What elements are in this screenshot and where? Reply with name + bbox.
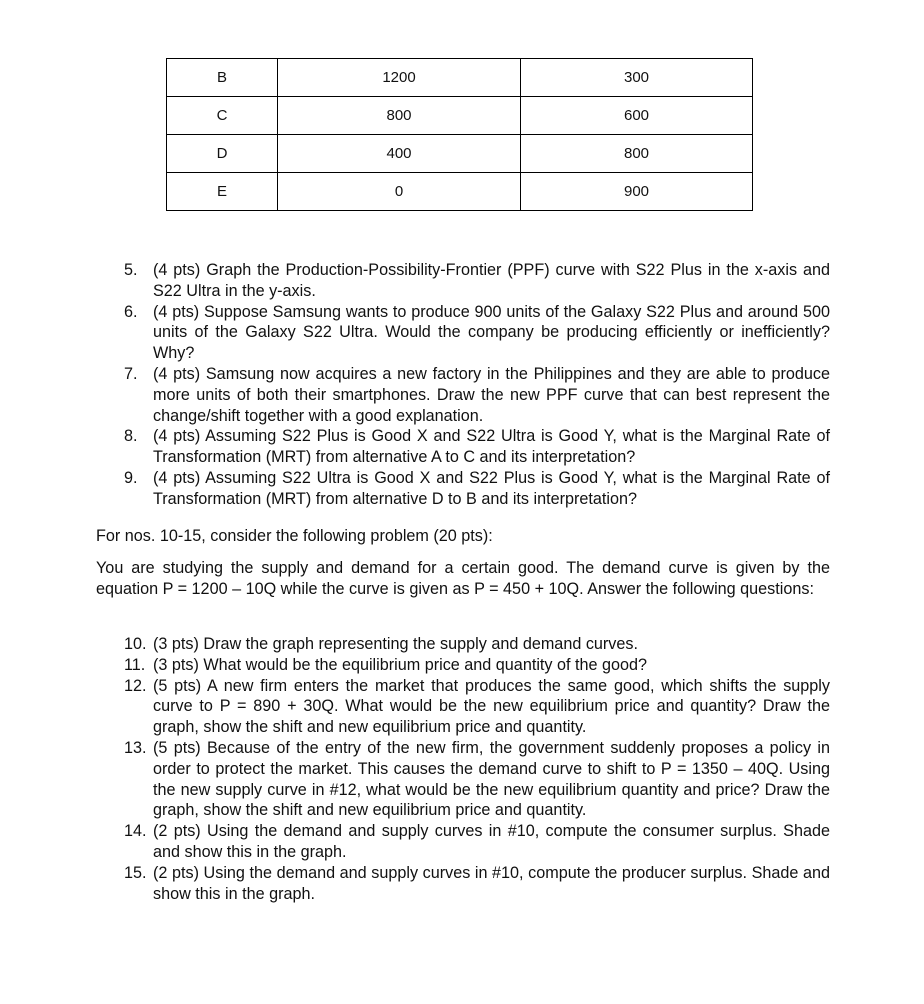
plus-cell: 900 xyxy=(521,173,753,211)
question-8: 8. (4 pts) Assuming S22 Plus is Good X and S22 Ultra is Good Y, what is the Marginal Rate of Transformation (MRT) from alternative A to C and its interpretation? xyxy=(124,427,830,467)
table-row xyxy=(167,97,753,135)
question-9: 9. (4 pts) Assuming S22 Ultra is Good X and S22 Plus is Good Y, what is the Marginal Rate of Transformation (MRT) from alternative D to B and its interpretation? xyxy=(124,468,830,508)
ultra-cell: 1200 xyxy=(278,59,521,97)
alternative-cell: E xyxy=(167,173,278,211)
ultra-cell: 800 xyxy=(278,97,521,135)
question-10: 10. (3 pts) Draw the graph representing the supply and demand curves. xyxy=(124,635,638,653)
plus-cell: 600 xyxy=(521,97,753,135)
alternatives-table xyxy=(166,58,753,211)
table-row xyxy=(167,173,753,211)
question-5: 5. (4 pts) Graph the Production-Possibility-Frontier (PPF) curve with S22 Plus in the x-axis and S22 Ultra in the y-axis. xyxy=(124,261,830,300)
ultra-cell: 0 xyxy=(278,173,521,211)
question-6: 6. (4 pts) Suppose Samsung wants to produce 900 units of the Galaxy S22 Plus and around 500 units of the Galaxy S22 Ultra. Would the company be producing efficiently or inefficiently? Why? xyxy=(124,302,830,363)
ppf-question-list xyxy=(124,260,830,510)
question-14: 14. (2 pts) Using the demand and supply curves in #10, compute the consumer surplus. Shade and show this in the graph. xyxy=(124,822,830,861)
alternative-cell: B xyxy=(167,59,278,97)
alternative-cell: D xyxy=(167,135,278,173)
question-15: 15. (2 pts) Using the demand and supply curves in #10, compute the producer surplus. Shade and show this in the graph. xyxy=(124,863,830,903)
table-row xyxy=(167,135,753,173)
table-row xyxy=(167,59,753,97)
question-13: 13. (5 pts) Because of the entry of the new firm, the government suddenly proposes a policy in order to protect the market. This causes the demand curve to shift to P = 1350 – 40Q. Using the new supply curve in #12, what would be the new equilibrium quantity and price? Draw the graph, show the shift and new equilibrium price and quantity. xyxy=(124,738,830,820)
ultra-cell: 400 xyxy=(278,135,521,173)
plus-cell: 800 xyxy=(521,135,753,173)
sd-question-list xyxy=(124,634,830,904)
alternative-cell: C xyxy=(167,97,278,135)
plus-cell: 300 xyxy=(521,59,753,97)
question-12: 12. (5 pts) A new firm enters the market that produces the same good, which shifts the supply curve to P = 890 + 30Q. What would be the new equilibrium price and quantity? Draw the graph, show the shift and new equilibrium price and quantity. xyxy=(124,676,830,737)
intro-text: For nos. 10-15, consider the following problem (20 pts): xyxy=(96,527,493,545)
problem-text: You are studying the supply and demand for a certain good. The demand curve is given by the equation P = 1200 – 10Q while the curve is given as P = 450 + 10Q. Answer the following questions: xyxy=(96,559,830,598)
question-7: 7. (4 pts) Samsung now acquires a new factory in the Philippines and they are able to produce more units of both their smartphones. Draw the new PPF curve that can best represent the change/shift together with a good explanation. xyxy=(124,364,830,425)
question-11: 11. (3 pts) What would be the equilibrium price and quantity of the good? xyxy=(124,655,648,674)
